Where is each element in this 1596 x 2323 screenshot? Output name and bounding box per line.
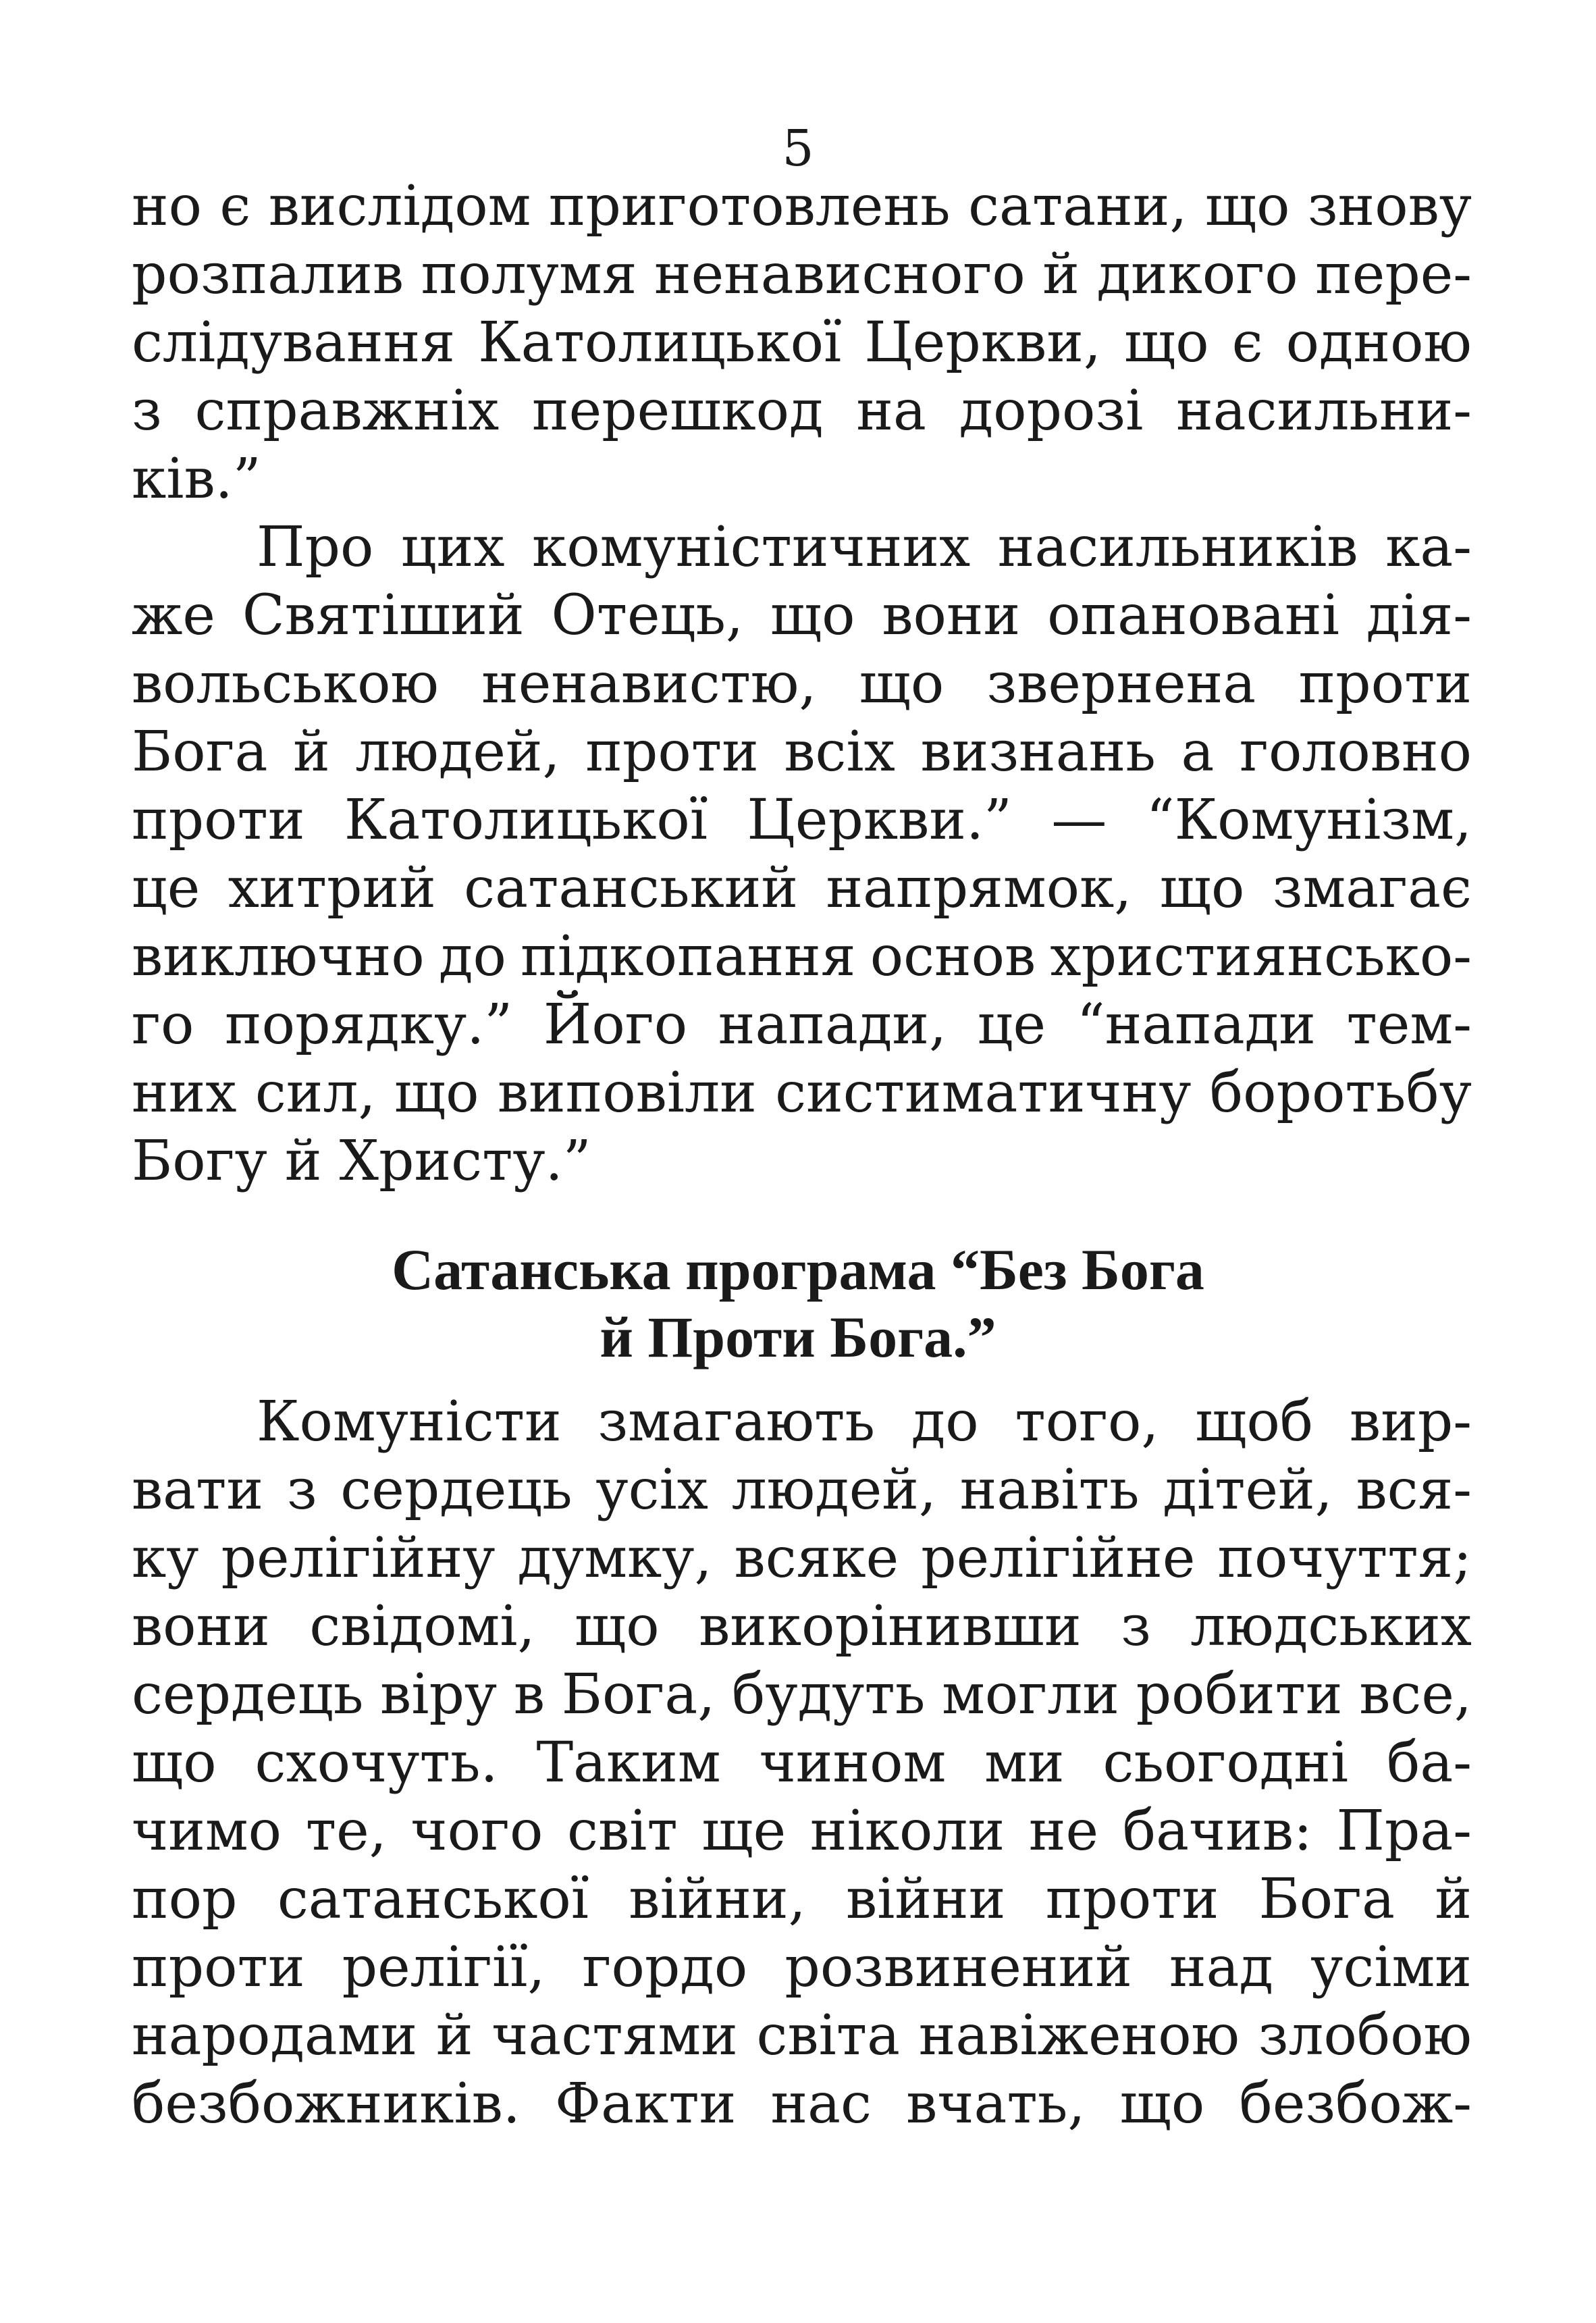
paragraph-1 (132, 172, 1472, 513)
text-line: безбожників. Факти нас вчать, що безбож- (132, 2072, 1472, 2136)
paragraph-3 (132, 1388, 1472, 2138)
text-line: ків.” (132, 447, 261, 511)
text-line: но є вислідом приготовлень сатани, що знову (132, 174, 1472, 238)
paragraph-2 (132, 513, 1472, 1195)
text-line: вони свідомі, що викорінивши з людських (132, 1594, 1472, 1659)
text-line: ку релігійну думку, всяке релігійне почуття; (132, 1526, 1472, 1590)
text-line: що схочуть. Таким чином ми сьогодні ба- (132, 1731, 1472, 1795)
text-line: Комуністи змагають до того, щоб вир- (257, 1390, 1472, 1454)
text-line: розпалив полумя ненависного й дикого пере- (132, 242, 1472, 307)
text-line: же Святіший Отець, що вони опановані дія- (132, 583, 1472, 648)
text-line: слідування Католицької Церкви, що є одною (132, 311, 1472, 375)
heading-line-2: й Проти Бога.” (600, 1305, 996, 1369)
text-line: Про цих комуністичних насильників ка- (257, 515, 1472, 579)
section-heading (0, 1236, 1596, 1371)
text-line: виключно до підкопання основ християнсько- (132, 924, 1472, 989)
text-line: з справжніх перешкод на дорозі насильни- (132, 379, 1472, 443)
text-line: Бога й людей, проти всіх визнань а головно (132, 720, 1472, 784)
page-number: 5 (782, 120, 814, 178)
text-line: чимо те, чого світ ще ніколи не бачив: Пра- (132, 1799, 1472, 1863)
text-line: го порядку.” Його напади, це “напади тем- (132, 993, 1472, 1057)
text-line: проти Католицької Церкви.” — “Комунізм, (132, 788, 1472, 852)
text-line: народами й частями світа навіженою злобою (132, 2004, 1472, 2068)
text-line: вольською ненавистю, що звернена проти (132, 652, 1472, 716)
text-line: вати з сердець усіх людей, навіть дітей, вся- (132, 1458, 1472, 1522)
text-line: сердець віру в Бога, будуть могли робити все, (132, 1663, 1472, 1727)
heading-line-1: Сатанська програма “Без Бога (392, 1237, 1204, 1302)
text-line: Богу й Христу.” (132, 1129, 591, 1193)
text-line: пор сатанської війни, війни проти Бога й (132, 1867, 1472, 1931)
text-line: це хитрий сатанський напрямок, що змагає (132, 856, 1472, 920)
text-line: них сил, що виповіли систиматичну боротьбу (132, 1061, 1472, 1125)
text-line: проти релігії, гордо розвинений над усіми (132, 1935, 1472, 2000)
